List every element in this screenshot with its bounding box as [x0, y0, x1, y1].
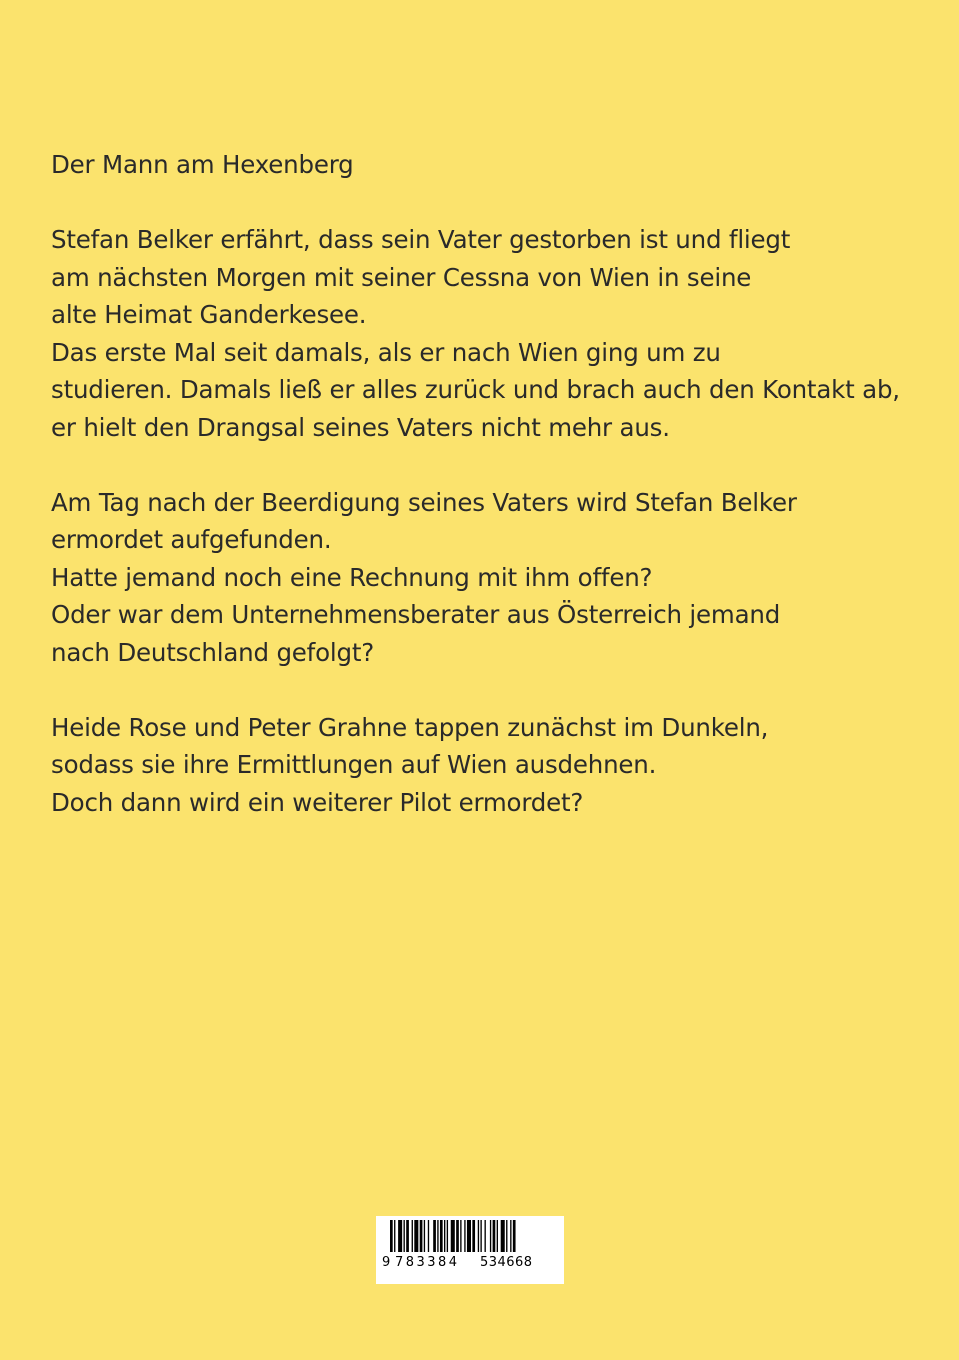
paragraph-2-line-5: nach Deutschland gefolgt? [51, 637, 375, 667]
barcode-bar [513, 1220, 516, 1252]
barcode-bar [390, 1220, 393, 1252]
paragraph-2-line-1: Am Tag nach der Beerdigung seines Vaters wird Stefan Belker [51, 487, 797, 517]
barcode-bar [424, 1220, 425, 1252]
barcode-bar [456, 1220, 459, 1252]
barcode-bar [420, 1220, 423, 1252]
barcode-bar [428, 1220, 429, 1252]
paragraph-2-line-3: Hatte jemand noch eine Rechnung mit ihm offen? [51, 562, 653, 592]
barcode-bar [467, 1220, 471, 1252]
barcode-bar [437, 1220, 438, 1252]
barcode-bar [493, 1220, 496, 1252]
paragraph-3-line-1: Heide Rose und Peter Grahne tappen zunächst im Dunkeln, [51, 712, 769, 742]
barcode-bar [510, 1220, 511, 1252]
barcode-bar [464, 1220, 465, 1252]
barcode-bars [390, 1220, 516, 1252]
barcode-bar [444, 1220, 445, 1252]
paragraph-1-line-1: Stefan Belker erfährt, dass sein Vater gestorben ist und fliegt [51, 225, 791, 254]
barcode-bar [478, 1220, 479, 1252]
paragraph-1-line-4: Das erste Mal seit damals, als er nach Wien ging um zu [51, 337, 721, 367]
barcode-bar [451, 1220, 455, 1252]
barcode-bar [480, 1220, 481, 1252]
barcode-bar [414, 1220, 418, 1252]
barcode-bar [497, 1220, 498, 1252]
paragraph-2-line-2: ermordet aufgefunden. [51, 525, 332, 554]
barcode-bar [501, 1220, 505, 1252]
barcode-lead-digit: 9 [382, 1255, 391, 1270]
paragraph-1-line-5: studieren. Damals ließ er alles zurück und brach auch den Kontakt ab, [51, 375, 900, 404]
paragraph-1-line-2: am nächsten Morgen mit seiner Cessna von Wien in seine [51, 262, 752, 292]
barcode-right-digits: 534668 [480, 1255, 532, 1270]
barcode-bar [394, 1220, 395, 1252]
paragraph-1-line-6: er hielt den Drangsal seines Vaters nicht mehr aus. [51, 412, 670, 442]
barcode-bar [485, 1220, 486, 1252]
barcode-bar [490, 1220, 491, 1252]
barcode-bar [412, 1220, 413, 1252]
paragraph-1-line-3: alte Heimat Ganderkesee. [51, 300, 367, 329]
barcode-bar [506, 1220, 507, 1252]
paragraph-3-line-3: Doch dann wird ein weiterer Pilot ermordet? [51, 787, 584, 817]
barcode-bar [433, 1220, 436, 1252]
barcode-left-digits: 783384 [395, 1255, 457, 1270]
blurb-text [51, 146, 931, 821]
paragraph-3-line-2: sodass sie ihre Ermittlungen auf Wien ausdehnen. [51, 750, 657, 779]
isbn-barcode [376, 1216, 564, 1284]
barcode-bar [440, 1220, 443, 1252]
paragraph-2-line-4: Oder war dem Unternehmensberater aus Österreich jemand [51, 600, 781, 629]
barcode-bar [406, 1220, 409, 1252]
barcode-bar [398, 1220, 402, 1252]
barcode-bar [447, 1220, 448, 1252]
barcode-bar [460, 1220, 461, 1252]
book-title: Der Mann am Hexenberg [51, 150, 354, 179]
barcode-bar [404, 1220, 405, 1252]
barcode-bar [472, 1220, 475, 1252]
barcode-graphic [376, 1216, 564, 1284]
